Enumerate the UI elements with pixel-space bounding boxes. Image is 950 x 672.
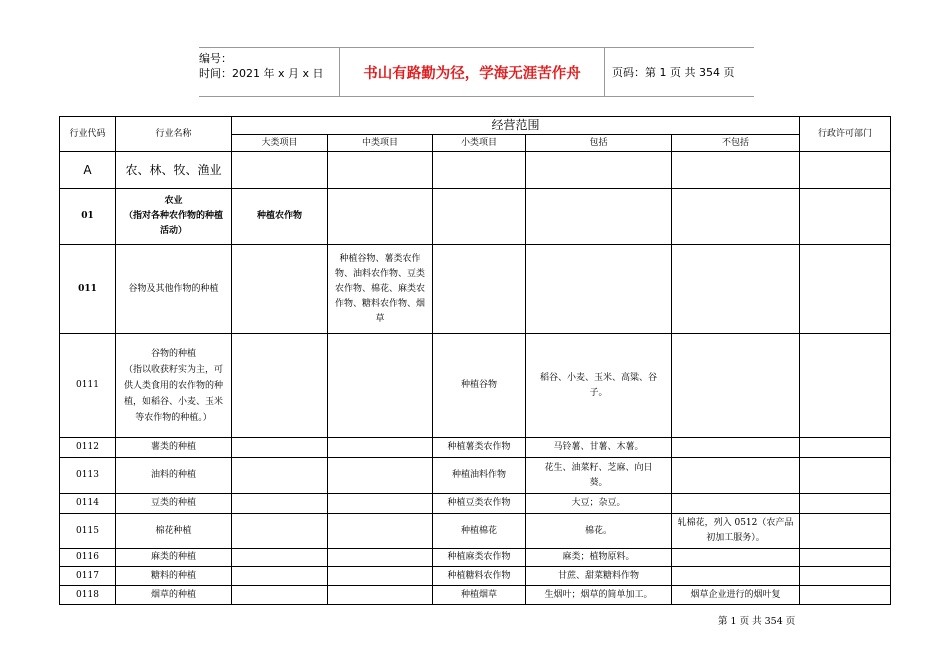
cell-license [800,245,891,334]
cell-license [800,189,891,245]
cell-name: 薯类的种植 [116,438,232,458]
table-row [60,334,891,438]
cell-name: 麻类的种植 [116,549,232,567]
cell-excludes [672,245,800,334]
cell-excludes [672,334,800,438]
cell-major [232,334,328,438]
cell-middle [328,586,433,605]
cell-includes [526,152,672,189]
cell-includes: 花生、油菜籽、芝麻、向日葵。 [526,458,672,494]
cell-excludes: 轧棉花，列入 0512（农产品初加工服务）。 [672,514,800,549]
cell-major [232,549,328,567]
cell-license [800,494,891,514]
cell-major [232,586,328,605]
cell-minor [433,245,526,334]
cell-minor: 种植烟草 [433,586,526,605]
cell-code: A [60,152,116,189]
cell-major [232,152,328,189]
cell-name: 糖料的种植 [116,567,232,586]
header-motto: 书山有路勤为径，学海无涯苦作舟 [339,48,605,96]
cell-name: 棉花种植 [116,514,232,549]
col-header-minor: 小类项目 [433,135,526,152]
cell-code: 0115 [60,514,116,549]
page-footer: 第 1 页 共 354 页 [718,616,796,627]
cell-includes [526,189,672,245]
col-header-major: 大类项目 [232,135,328,152]
cell-excludes [672,567,800,586]
cell-major [232,438,328,458]
table-row [60,189,891,245]
cell-middle [328,152,433,189]
table-row [60,152,891,189]
cell-minor: 种植麻类农作物 [433,549,526,567]
cell-minor: 种植棉花 [433,514,526,549]
number-label: 编号： [199,52,232,65]
cell-includes [526,245,672,334]
table-row [60,514,891,549]
cell-excludes [672,189,800,245]
cell-name: 农业 （指对各种农作物的种植活动） [116,189,232,245]
cell-license [800,152,891,189]
cell-excludes [672,549,800,567]
cell-excludes [672,458,800,494]
col-header-excludes: 不包括 [672,135,800,152]
cell-includes: 麻类；植物原料。 [526,549,672,567]
cell-code: 0114 [60,494,116,514]
time-label: 时间：2021 年 x 月 x 日 [199,67,324,80]
cell-major [232,494,328,514]
cell-code: 0111 [60,334,116,438]
cell-license [800,586,891,605]
cell-excludes [672,152,800,189]
header-page-info: 页码：第 1 页 共 354 页 [612,66,735,79]
cell-code: 0118 [60,586,116,605]
cell-minor: 种植豆类农作物 [433,494,526,514]
cell-includes: 棉花。 [526,514,672,549]
document-header [199,47,754,97]
cell-middle [328,438,433,458]
cell-middle [328,458,433,494]
cell-minor [433,189,526,245]
cell-minor [433,152,526,189]
cell-includes: 甘蔗、甜菜糖料作物 [526,567,672,586]
cell-name: 油料的种植 [116,458,232,494]
cell-name: 烟草的种植 [116,586,232,605]
cell-excludes [672,494,800,514]
cell-major [232,567,328,586]
cell-minor: 种植谷物 [433,334,526,438]
col-header-includes: 包括 [526,135,672,152]
cell-middle [328,514,433,549]
cell-name: 谷物的种植 （指以收获籽实为主，可供人类食用的农作物的种植，如稻谷、小麦、玉米等农作物的种植。） [116,334,232,438]
cell-code: 0112 [60,438,116,458]
cell-name: 谷物及其他作物的种植 [116,245,232,334]
industry-table [59,116,891,605]
cell-name: 豆类的种植 [116,494,232,514]
table-row [60,438,891,458]
cell-includes: 大豆；杂豆。 [526,494,672,514]
cell-license [800,458,891,494]
cell-license [800,549,891,567]
cell-excludes: 烟草企业进行的烟叶复 [672,586,800,605]
cell-minor: 种植薯类农作物 [433,438,526,458]
cell-code: 01 [60,189,116,245]
cell-major: 种植农作物 [232,189,328,245]
cell-includes: 生烟叶；烟草的简单加工。 [526,586,672,605]
cell-minor: 种植糖料农作物 [433,567,526,586]
cell-excludes [672,438,800,458]
col-header-code: 行业代码 [60,117,116,152]
cell-major [232,458,328,494]
cell-license [800,438,891,458]
col-header-middle: 中类项目 [328,135,433,152]
cell-middle [328,549,433,567]
col-header-scope: 经营范围 [232,117,800,135]
cell-middle [328,567,433,586]
cell-major [232,514,328,549]
cell-code: 0117 [60,567,116,586]
cell-middle [328,189,433,245]
table-row [60,458,891,494]
cell-license [800,514,891,549]
cell-code: 011 [60,245,116,334]
cell-includes: 稻谷、小麦、玉米、高粱、谷子。 [526,334,672,438]
cell-license [800,567,891,586]
table-row [60,245,891,334]
cell-includes: 马铃薯、甘薯、木薯。 [526,438,672,458]
cell-name: 农、林、牧、渔业 [116,152,232,189]
cell-middle [328,494,433,514]
col-header-name: 行业名称 [116,117,232,152]
cell-major [232,245,328,334]
cell-license [800,334,891,438]
cell-middle: 种植谷物、薯类农作物、油料农作物、豆类农作物、棉花、麻类农作物、糖料农作物、烟草 [328,245,433,334]
table-row [60,549,891,567]
header-meta [199,48,339,96]
table-row [60,567,891,586]
cell-code: 0113 [60,458,116,494]
col-header-license: 行政许可部门 [800,117,891,152]
cell-code: 0116 [60,549,116,567]
cell-minor: 种植油料作物 [433,458,526,494]
table-row [60,586,891,605]
cell-middle [328,334,433,438]
table-row [60,494,891,514]
